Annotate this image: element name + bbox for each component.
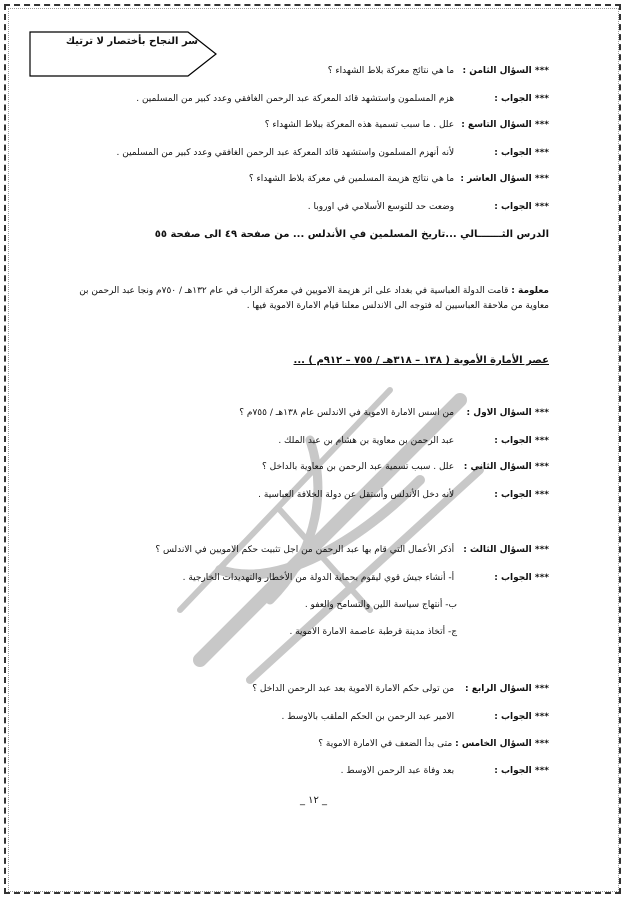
answer-item: ج- أتخاذ مدينة قرطبة عاصمة الامارة الاموية .	[289, 627, 457, 637]
qa-row: *** الجواب : لأنه دخل الأندلس وأستقل عن دولة الخلافة العباسية .	[258, 490, 549, 500]
page-inner-border	[8, 8, 619, 892]
section-title: عصر الأمارة الأموية ( ١٣٨ – ٣١٨هـ / ٧٥٥ – ٩١٢م ) ...	[293, 355, 549, 366]
qa-row: *** الجواب : هزم المسلمون واستشهد قائد المعركة عبد الرحمن الغافقي وعدد كبير من المسلمين .	[136, 94, 549, 104]
qa-row: *** السؤال العاشر : ما هي نتائج هزيمة المسلمين في معركة بلاط الشهداء ؟	[248, 174, 549, 184]
qa-row: *** السؤال الاول : من اسس الامارة الاموية في الاندلس عام ١٣٨هـ / ٧٥٥م ؟	[239, 408, 549, 418]
qa-row: *** الجواب : لأنه أنهزم المسلمون واستشهد قائد المعركة عبد الرحمن الغافقي وعدد كبير من المسلمين .	[116, 148, 549, 158]
info-paragraph	[78, 284, 549, 314]
page-number: _ ١٢ _	[299, 795, 328, 806]
qa-row: *** السؤال الرابع : من تولى حكم الامارة الاموية بعد عبد الرحمن الداخل ؟	[252, 684, 549, 694]
qa-row: *** السؤال الثالث : أذكر الأعمال التي قام بها عبد الرحمن من اجل تثبيت حكم الامويين في الاندلس ؟	[155, 545, 549, 555]
qa-row: *** الجواب : عبد الرحمن بن معاوية بن هشام بن عبد الملك .	[278, 436, 549, 446]
lesson-title: الدرس الثـــــــالي ...تاريخ المسلمين في الأندلس ... من صفحة ٤٩ الى صفحة ٥٥	[154, 229, 549, 240]
answer-item: ب- أنتهاج سياسة اللين والتسامح والعفو .	[304, 600, 457, 610]
qa-row: *** السؤال التاسع : علل . ما سبب تسمية هذه المعركة ببلاط الشهداء ؟	[264, 120, 549, 130]
qa-row: *** الجواب : الامير عبد الرحمن بن الحكم الملقب بالاوسط .	[281, 712, 549, 722]
info-text: قامت الدولة العباسية في بغداد على اثر هزيمة الامويين في معركة الزاب في عام ١٣٢هـ / ٧٥٠م ونجا عبد الرحمن بن معاوية من ملاحقة العباسيين له فتوجه الى الاندلس معلنا قيام الامارة الاموية فيها .	[79, 286, 549, 311]
info-label: معلومة :	[511, 286, 549, 296]
qa-row: *** الجواب : وضعت حد للتوسع الأسلامي في اوروبا .	[307, 202, 549, 212]
qa-row: *** السؤال الثاني : علل . سبب تسمية عبد الرحمن بن معاوية بالداخل ؟	[262, 462, 549, 472]
qa-row: *** السؤال الخامس : متى بدأ الضعف في الامارة الاموية ؟	[318, 739, 549, 749]
qa-row: *** الجواب : بعد وفاة عبد الرحمن الاوسط .	[340, 766, 549, 776]
qa-row: *** السؤال الثامن : ما هي نتائج معركة بلاط الشهداء ؟	[327, 66, 549, 76]
banner-text: سر النجاح بأختصار لا ترتيك	[65, 36, 198, 47]
qa-row: *** الجواب : أ- أنشاء جيش قوي ليقوم بحماية الدولة من الأخطار والتهديدات الخارجية .	[182, 573, 549, 583]
